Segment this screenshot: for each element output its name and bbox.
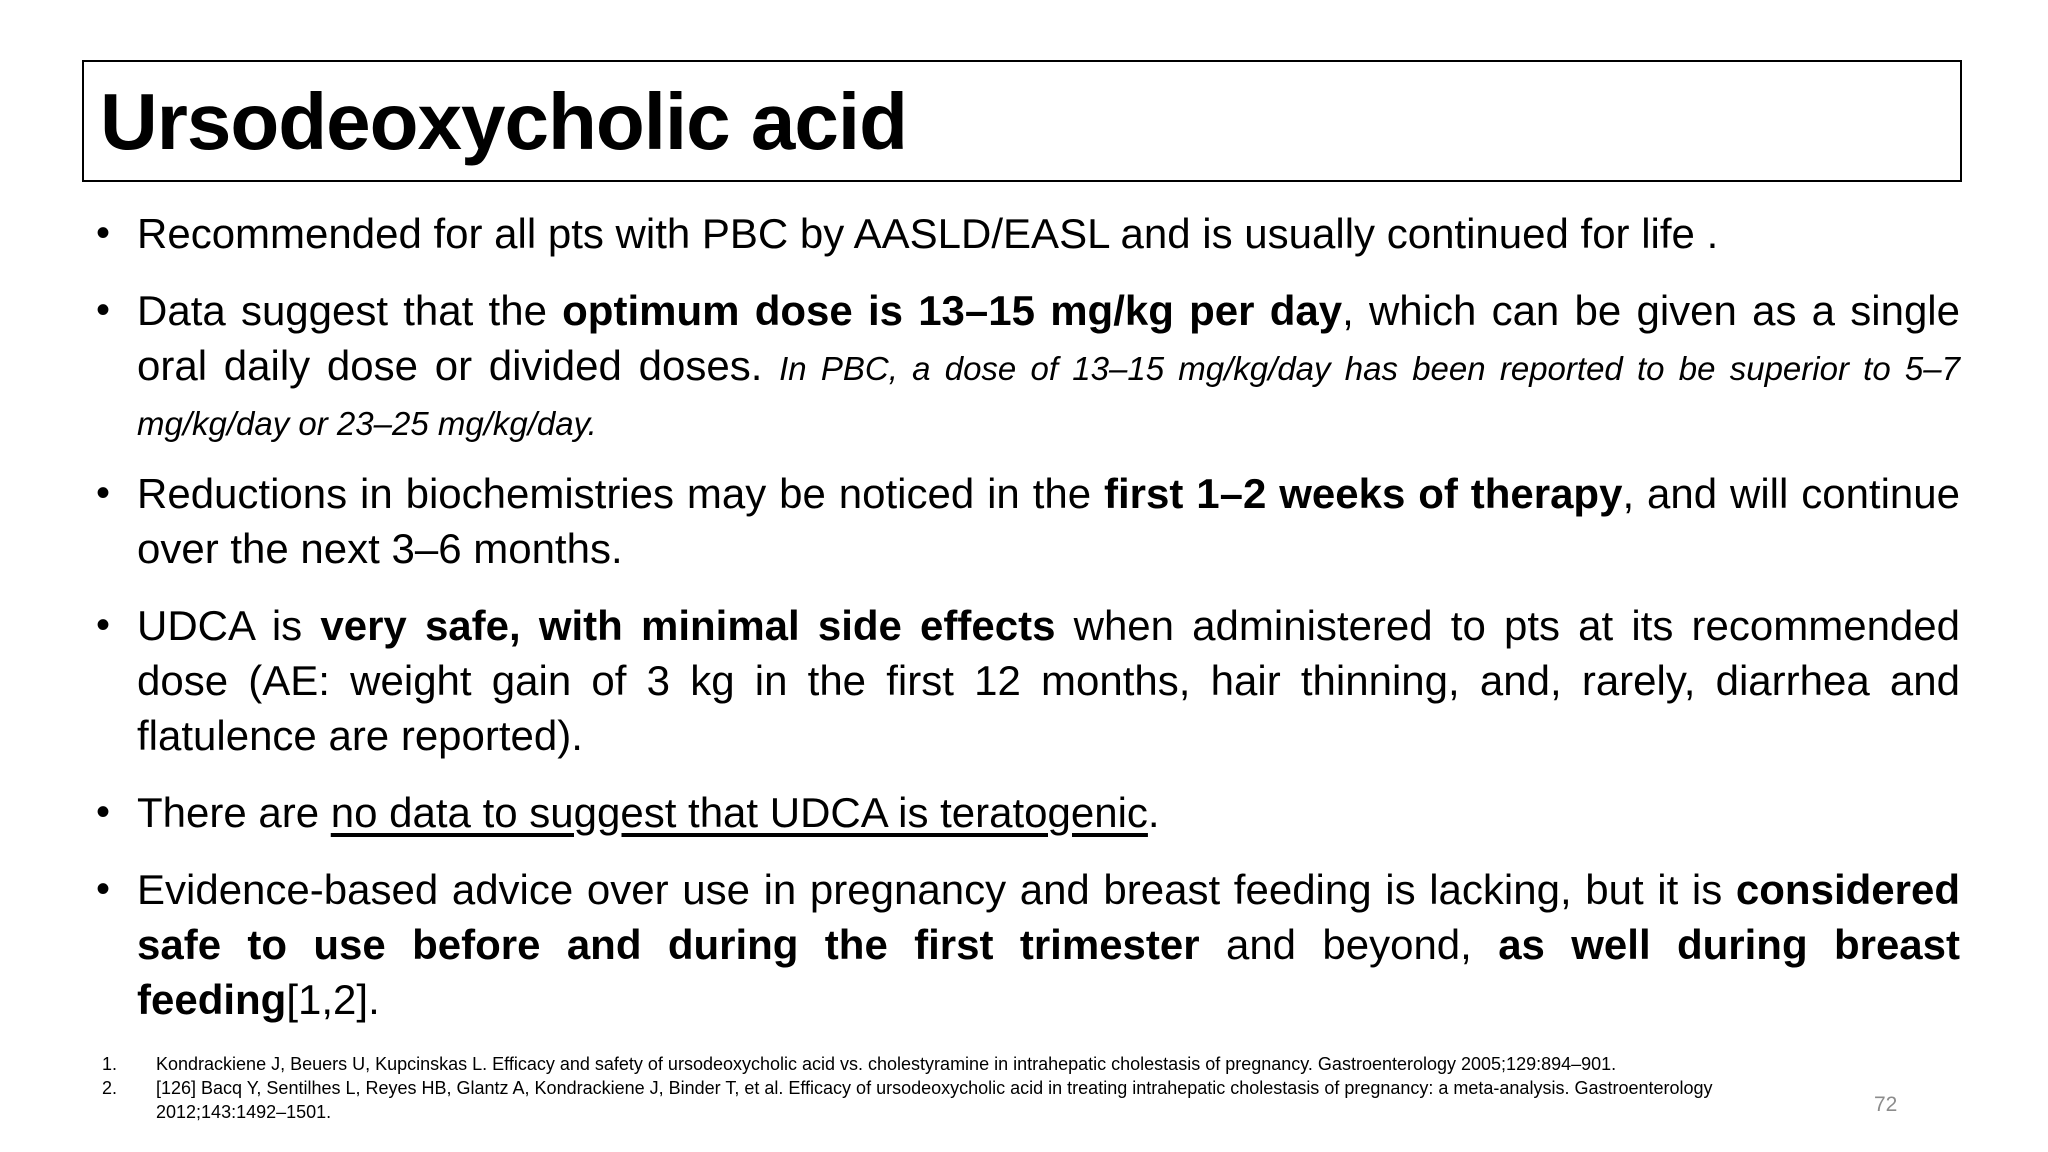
title-box (82, 60, 1962, 182)
bullet-text: , which can be given as a single oral daily dose or divided doses. (137, 287, 1960, 389)
bullet-dot-icon (96, 598, 110, 653)
reference-number: 2. (102, 1078, 118, 1098)
bullet-item (96, 785, 1960, 840)
bullet-text: Recommended for all pts with PBC by AASLD/EASL and is usually continued for life . (137, 210, 1719, 257)
bullet-dot-icon (96, 785, 110, 840)
bullet-dot-icon (96, 466, 110, 521)
bullet-text: and beyond, (1199, 921, 1499, 968)
bullet-bold-text: considered safe to use before and during the first trimester (137, 866, 1960, 968)
reference-item (96, 1052, 1846, 1076)
bullet-bold-text: optimum dose is 13–15 mg/kg per day (562, 287, 1343, 334)
page-number: 72 (1874, 1093, 1898, 1116)
bullet-text: [1,2]. (286, 976, 380, 1023)
bullet-text: Evidence-based advice over use in pregnancy and breast feeding is lacking, but it is (137, 866, 1736, 913)
bullet-bold-text: first 1–2 weeks of therapy (1103, 470, 1623, 517)
bullet-list (96, 206, 1960, 1049)
bullet-italic-note: In PBC, a dose of 13–15 mg/kg/day has been reported to be superior to 5–7 mg/kg/day or 23–25 mg/kg/day. (137, 350, 1960, 442)
bullet-text: UDCA is (137, 602, 321, 649)
bullet-text: when administered to pts at its recommended dose (AE: weight gain of 3 kg in the first 12 months, hair thinning, and, rarely, diarrhea and flatulence are reported). (137, 602, 1961, 759)
references-list (96, 1052, 1846, 1124)
bullet-item (96, 206, 1960, 261)
slide-title: Ursodeoxycholic acid (100, 77, 907, 166)
bullet-dot-icon (96, 283, 110, 338)
reference-text: [126] Bacq Y, Sentilhes L, Reyes HB, Glantz A, Kondrackiene J, Binder T, et al. Efficacy of ursodeoxycholic acid in treating intrahepatic cholestasis of pregnancy: a meta-analysis. Gastroenterology 2012;143:1492–1501. (156, 1078, 1713, 1122)
reference-text: Kondrackiene J, Beuers U, Kupcinskas L. Efficacy and safety of ursodeoxycholic acid vs. cholestyramine in intrahepatic cholestasis of pregnancy. Gastroenterology 2005;129:894–901. (156, 1054, 1617, 1074)
bullet-item (96, 862, 1960, 1027)
bullet-item (96, 283, 1960, 448)
bullet-bold-text: very safe, with minimal side effects (320, 602, 1056, 649)
bullet-item (96, 598, 1960, 763)
bullet-dot-icon (96, 862, 110, 917)
bullet-text: . (1147, 789, 1160, 836)
bullet-text: , and will continue over the next 3–6 months. (137, 470, 1960, 572)
bullet-bold-text: as well during breast feeding (137, 921, 1961, 1023)
bullet-text: Data suggest that the (137, 287, 563, 334)
bullet-text: Reductions in biochemistries may be noticed in the (137, 470, 1104, 517)
bullet-dot-icon (96, 206, 110, 261)
bullet-text: There are (137, 789, 331, 836)
reference-item (96, 1076, 1846, 1124)
bullet-underlined-text: no data to suggest that UDCA is teratogenic (330, 789, 1148, 836)
bullet-item (96, 466, 1960, 576)
reference-number: 1. (102, 1054, 118, 1074)
